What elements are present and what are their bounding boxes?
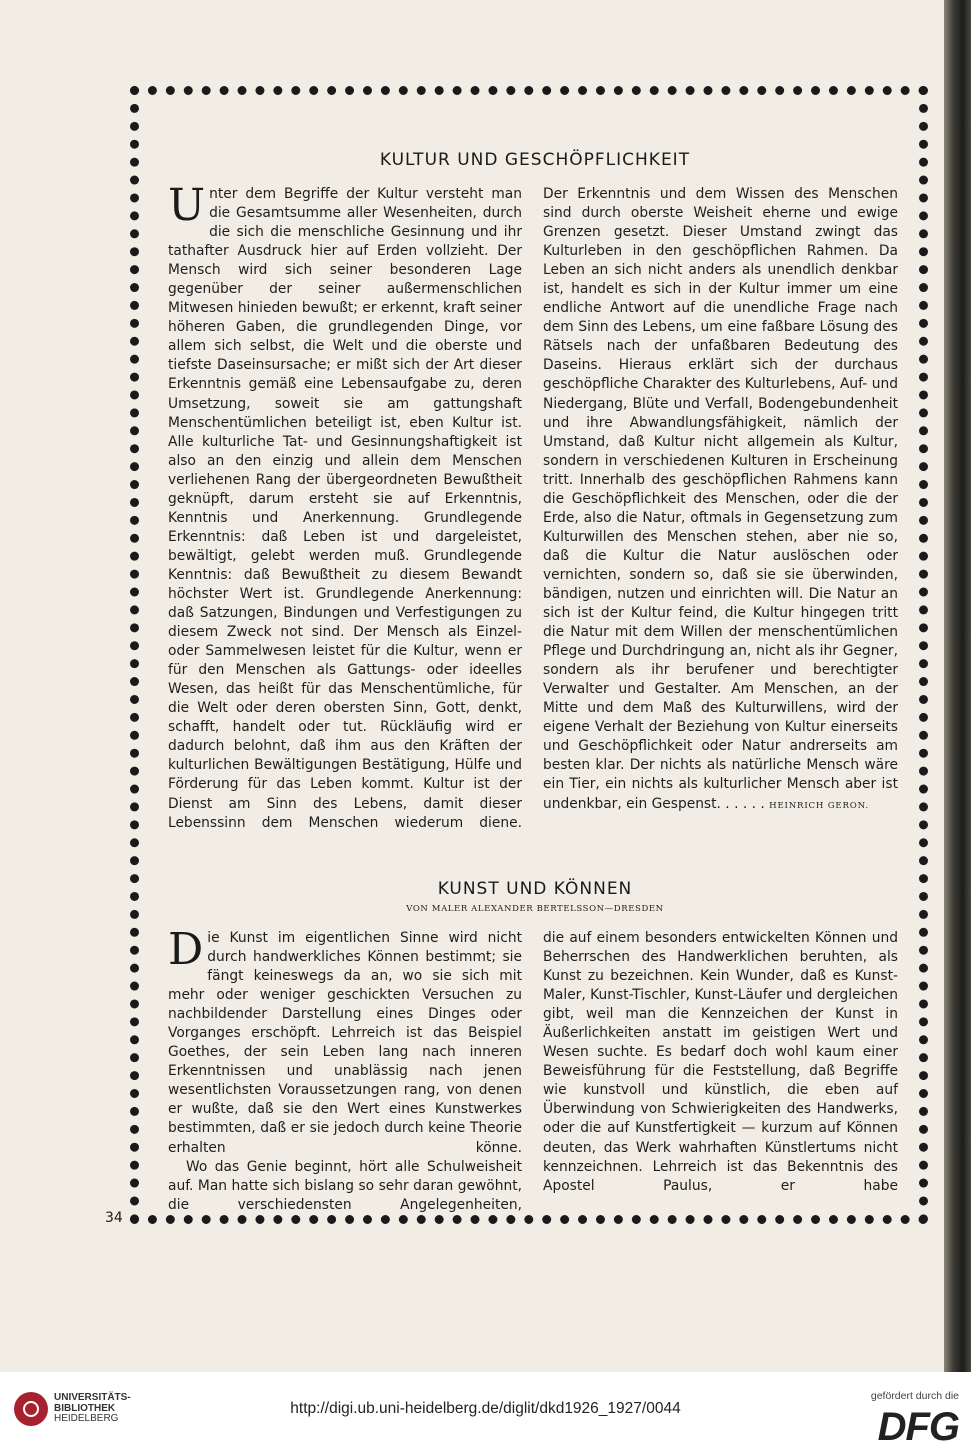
article2-dropcap: D [168,924,204,975]
article1-right-column [543,185,898,853]
article1-right-text: Der Erkenntnis und dem Wissen des Menschen sind durch oberste Weisheit eherne und ewige Grenzen gesetzt. Dieser Umstand zwingt das Kulturleben in den geschöpflichen Rahmen. Da Leben an sich nicht anders als unendlich denkbar ist, handelt es sich in der Kultur immer um eine endliche Antwort auf die unendliche Frage nach dem Sinn des Lebens, um eine faßbare Lösung des Rätsels nach der unfaßbaren Bedeutung des Daseins. Hieraus erklärt sich der durchaus geschöpfliche Charakter des Kulturlebens, Auf- und Niedergang, Blüte und Verfall, Bodengebundenheit und ihre Abwandlungsfähigkeit, nämlich der Umstand, daß Kultur nicht allgemein als Kultur, sondern in verschiedenen Kulturen in Erscheinung tritt. Innerhalb des geschöpflichen Rahmens kann die Geschöpflichkeit des Menschen, oder die der Erde, also die Natur, oftmals in Gegensetzung zum Kulturwillen des Menschen stehen, aber nie so, daß die Kultur die Natur auslöschen oder vernichten, sondern so, daß sie sie überwinden, bändigen, nutzen und einrichten will. Die Natur an sich ist der Kultur feind, die Kultur hingegen tritt die Natur mit dem Willen der menschentümlichen Pflege und Durchdringung an, nicht als ihr Gegner, sondern als ihr berufener und berechtigter Verwalter und Gestalter. Am Menschen, an der Mitte und dem Maß des Kulturwillens, wird der eigene Verhalt der Beziehung von Kultur einerseits und Geschöpflichkeit oder Natur andrerseits am besten klar. Der nichts als natürliche Mensch wäre ein Tier, ein nichts als kulturlicher Mensch aber ist undenkbar, ein Gespenst. . . . . . [543,186,898,812]
article2-byline: VON MALER ALEXANDER BERTELSSON—DRESDEN [406,904,664,914]
article2-left-column [168,924,522,1213]
permalink-url[interactable]: http://digi.ub.uni-heidelberg.de/diglit/dkd1926_1927/0044 [290,1400,681,1417]
dfg-logo: DFG [877,1405,959,1449]
library-line3: HEIDELBERG [54,1413,119,1424]
page-number: 34 [105,1210,123,1226]
library-line2: BIBLIOTHEK [54,1402,116,1414]
library-line1: UNIVERSITÄTS- [54,1392,131,1403]
article2-right-column [543,929,898,1197]
article2-left-para2: Wo das Genie beginnt, hört alle Schulweisheit auf. Man hatte sich bislang so sehr daran gewöhnt, die verschiedensten Angelegenheiten, [168,1158,522,1213]
article2-right-text: die auf einem besonders entwickelten Können und Beherrschen des Handwerklichen beruhten, als Kunst zu bezeichnen. Kein Wunder, daß es Kunst-Maler, Kunst-Tischler, Kunst-Läufer und dergleichen gibt, weil man die Kennzeichen der Kunst in Äußerlichkeiten anstatt im geistigen Wert und Wesen suchte. Es bedarf doch wohl kaum einer Beweisführung für die Feststellung, daß Begriffe wie kunstvoll und künstlich, die eben auf Überwindung von Schwierigkeiten des Handwerks, oder die auf Kunstfertigkeit — kurzum auf Können deuten, das Werk wahrhaften Künstlertums nicht kennzeichnen. Lehrreich ist das Bekenntnis des Apostel Paulus, er habe [543,930,898,1194]
article2-title: KUNST UND KÖNNEN [437,879,633,899]
article2-left-text: ie Kunst im eigentlichen Sinne wird nicht durch handwerkliches Können bestimmt; sie fängt keineswegs da an, wo sie sich mit mehr oder weniger geschickten Versuchen zu nachbildender Darstellung eines Dinges oder Vorganges erschöpft. Lehrreich ist das Beispiel Goethes, der sein Leben lang nach inneren Erkenntnissen und unablässig nach jenen wesentlichsten Voraussetzungen rang, von denen er wußte, daß sie den Wert eines Kunstwerkes bestimmten, daß er sie jedoch durch keine Theorie erhalten könne. [168,930,522,1156]
footer-bar [0,1384,971,1454]
article1-title: KULTUR UND GESCHÖPFLICHKEIT [379,150,691,170]
funding-note: gefördert durch die [870,1390,959,1402]
article1-left-text: nter dem Begriffe der Kultur versteht man die Gesamtsumme aller Wesenheiten, durch die sich die menschliche Gesinnung und ihr tathafter Ausdruck hier auf Erden vollzieht. Der Mensch wird sich seiner besonderen Lage gegenüber der seiner außermenschlichen Mitwesen hinieden bewußt; er erkennt, kraft seiner höheren Gaben, die grundlegenden Dinge, vor allem sich selbst, die Welt und die oberste und tiefste Daseinsursache; er mißt sich der Art dieser Erkenntnis gemäß eine Lebensaufgabe zu, deren Umsetzung, soweit sie am gattungshaft Menschentümlichen beteiligt ist, eben Kultur ist. Alle kulturliche Tat- und Gesinnungshaftigkeit ist also an den einzig und allein dem Menschen verliehenen Rang der übergeordneten Bewußtheit geknüpft, darum ersteht sie auf Erkenntnis, Kenntnis und Anerkennung. Grundlegende Erkenntnis: daß Leben ist und dargeleistet, bewältigt, gelebt werden muß. Grundlegende Kenntnis: daß Bewußtheit zu diesem Bewandt höchster Wert ist. Grundlegende Anerkennung: daß Satzungen, Bindungen und Verfestigungen zu diesem Zweck not sind. Der Mensch als Einzel- oder Sammelwesen leistet für die Kultur, wenn er für den Menschen als Gattungs- oder ideelles Wesen, das heißt für das Menschentümliche, für die Welt oder deren obersten Sinn, Gott, denkt, schafft, handelt oder tut. Rückläufig wird er dadurch belohnt, daß ihm aus den Kräften der kulturlichen Bewältigungen Bestätigung, Hülfe und Förderung für das Leben kommt. Kultur ist der Dienst am Sinn des Lebens, damit dieser Lebenssinn dem Menschen wiederum diene. [168,186,522,831]
article1-author: HEINRICH GERON. [769,800,869,811]
book-edge [944,0,971,1372]
article1-dropcap: U [168,180,206,231]
article1-left-column [168,180,522,853]
